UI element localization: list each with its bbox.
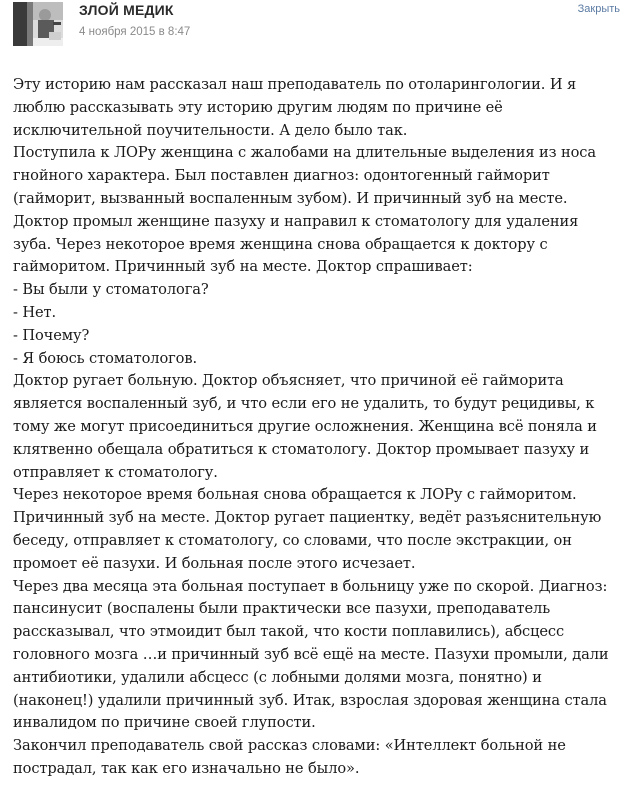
avatar[interactable] <box>13 2 63 46</box>
post-date[interactable]: 4 ноября 2015 в 8:47 <box>79 26 191 38</box>
author-name[interactable]: ЗЛОЙ МЕДИК <box>79 2 174 18</box>
post-text: Эту историю нам рассказал наш преподаватель по отоларингологии. И я люблю рассказывать эту историю другим людям по причине её исключительной поучительности. А дело было так. Поступила к ЛОРу женщина с жалобами на длительные выделения из носа гнойного характера. Был поставлен диагноз: одонтогенный гайморит (гайморит, вызванный воспаленным зубом). И причинный зуб на месте. Доктор промыл женщине пазуху и направил к стоматологу для удаления зуба. Через некоторое время женщина снова обращается к доктору с гайморитом. Причинный зуб на месте. Доктор спрашивает: - Вы были у стоматолога? - Нет. - Почему? - Я боюсь стоматологов. Доктор ругает больную. Доктор объясняет, что причиной её гайморита является воспаленный зуб, и что если его не удалить, то будут рецидивы, к тому же могут присоединиться другие осложнения. Женщина всё поняла и клятвенно обещала обратиться к стоматологу. Доктор промывает пазуху и отправляет к стоматологу. Через некоторое время больная снова обращается к ЛОРу с гайморитом. Причинный зуб на месте. Доктор ругает пациентку, ведёт разъяснительную беседу, отправляет к стоматологу, со словами, что после экстракции, он промоет её пазухи. И больная после этого исчезает. Через два месяца эта больная поступает в больницу уже по скорой. Диагноз: пансинусит (воспалены были практически все пазухи, преподаватель рассказывал, что этмоидит был такой, что кости поплавились), абсцесс головного мозга …и причинный зуб всё ещё на месте. Пазухи промыли, дали антибиотики, удалили абсцесс (с лобными долями мозга, понятно) и (наконец!) удалили причинный зуб. Итак, взрослая здоровая женщина стала инвалидом по причине своей глупости. Закончил преподаватель свой рассказ словами: «Интеллект больной не пострадал, так как его изначально не было». <box>13 76 609 777</box>
avatar-image <box>13 2 63 46</box>
close-button[interactable]: Закрыть <box>577 3 620 15</box>
post-header <box>0 0 624 54</box>
